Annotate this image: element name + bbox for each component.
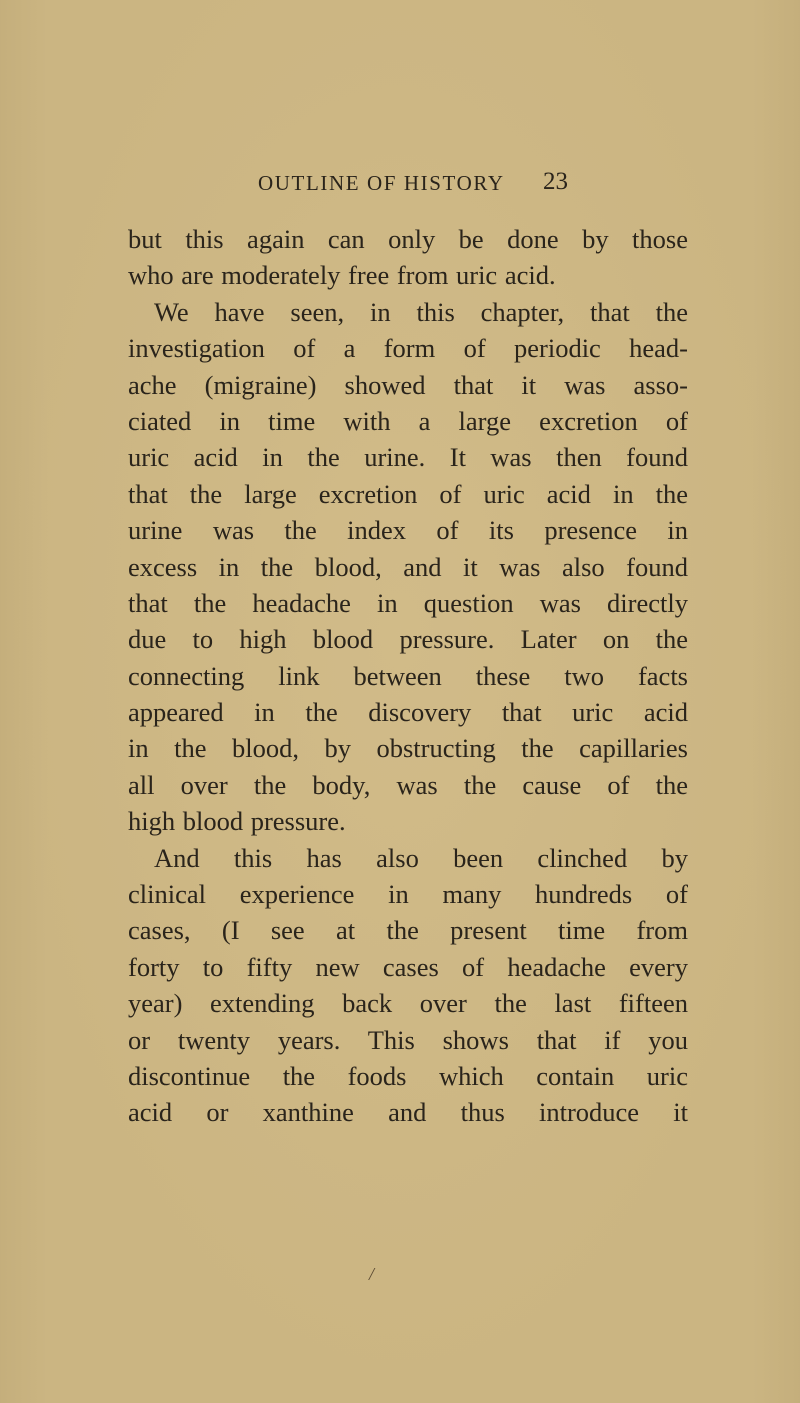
text-line: discontinue the foods which contain uric xyxy=(128,1060,688,1091)
text-line: connecting link between these two facts xyxy=(128,660,688,691)
text-line: in the blood, by obstructing the capillaries xyxy=(128,733,688,764)
text-line: acid or xanthine and thus introduce it xyxy=(128,1097,688,1128)
text-line: appeared in the discovery that uric acid xyxy=(128,697,688,728)
text-line: ciated in time with a large excretion of xyxy=(128,405,688,436)
text-line: but this again can only be done by those xyxy=(128,224,688,254)
text-line: clinical experience in many hundreds of xyxy=(128,879,688,910)
text-line: urine was the index of its presence in xyxy=(128,515,688,546)
text-line: ache (migraine) showed that it was asso- xyxy=(128,369,688,400)
text-line: all over the body, was the cause of the xyxy=(128,769,688,800)
text-line: that the large excretion of uric acid in the xyxy=(128,478,688,509)
text-line: or twenty years. This shows that if you xyxy=(128,1024,688,1055)
text-line: high blood pressure. xyxy=(128,806,346,837)
text-line: due to high blood pressure. Later on the xyxy=(128,624,688,655)
text-line: that the headache in question was directly xyxy=(128,587,688,618)
page-number: 23 xyxy=(543,168,568,195)
text-line: uric acid in the urine. It was then found xyxy=(128,442,688,473)
text-line: excess in the blood, and it was also found xyxy=(128,551,688,582)
text-line: forty to fifty new cases of headache every xyxy=(128,951,688,982)
running-title: OUTLINE OF HISTORY xyxy=(258,171,505,195)
text-line: year) extending back over the last fifteen xyxy=(128,988,688,1019)
text-line: cases, (I see at the present time from xyxy=(128,915,688,946)
text-line: who are moderately free from uric acid. xyxy=(128,260,556,291)
text-line: And this has also been clinched by xyxy=(154,842,688,873)
stray-mark: / xyxy=(369,1264,375,1284)
text-line: investigation of a form of periodic head- xyxy=(128,333,688,364)
body-text xyxy=(128,221,688,1131)
text-line: We have seen, in this chapter, that the xyxy=(154,296,688,327)
running-head xyxy=(0,168,800,198)
